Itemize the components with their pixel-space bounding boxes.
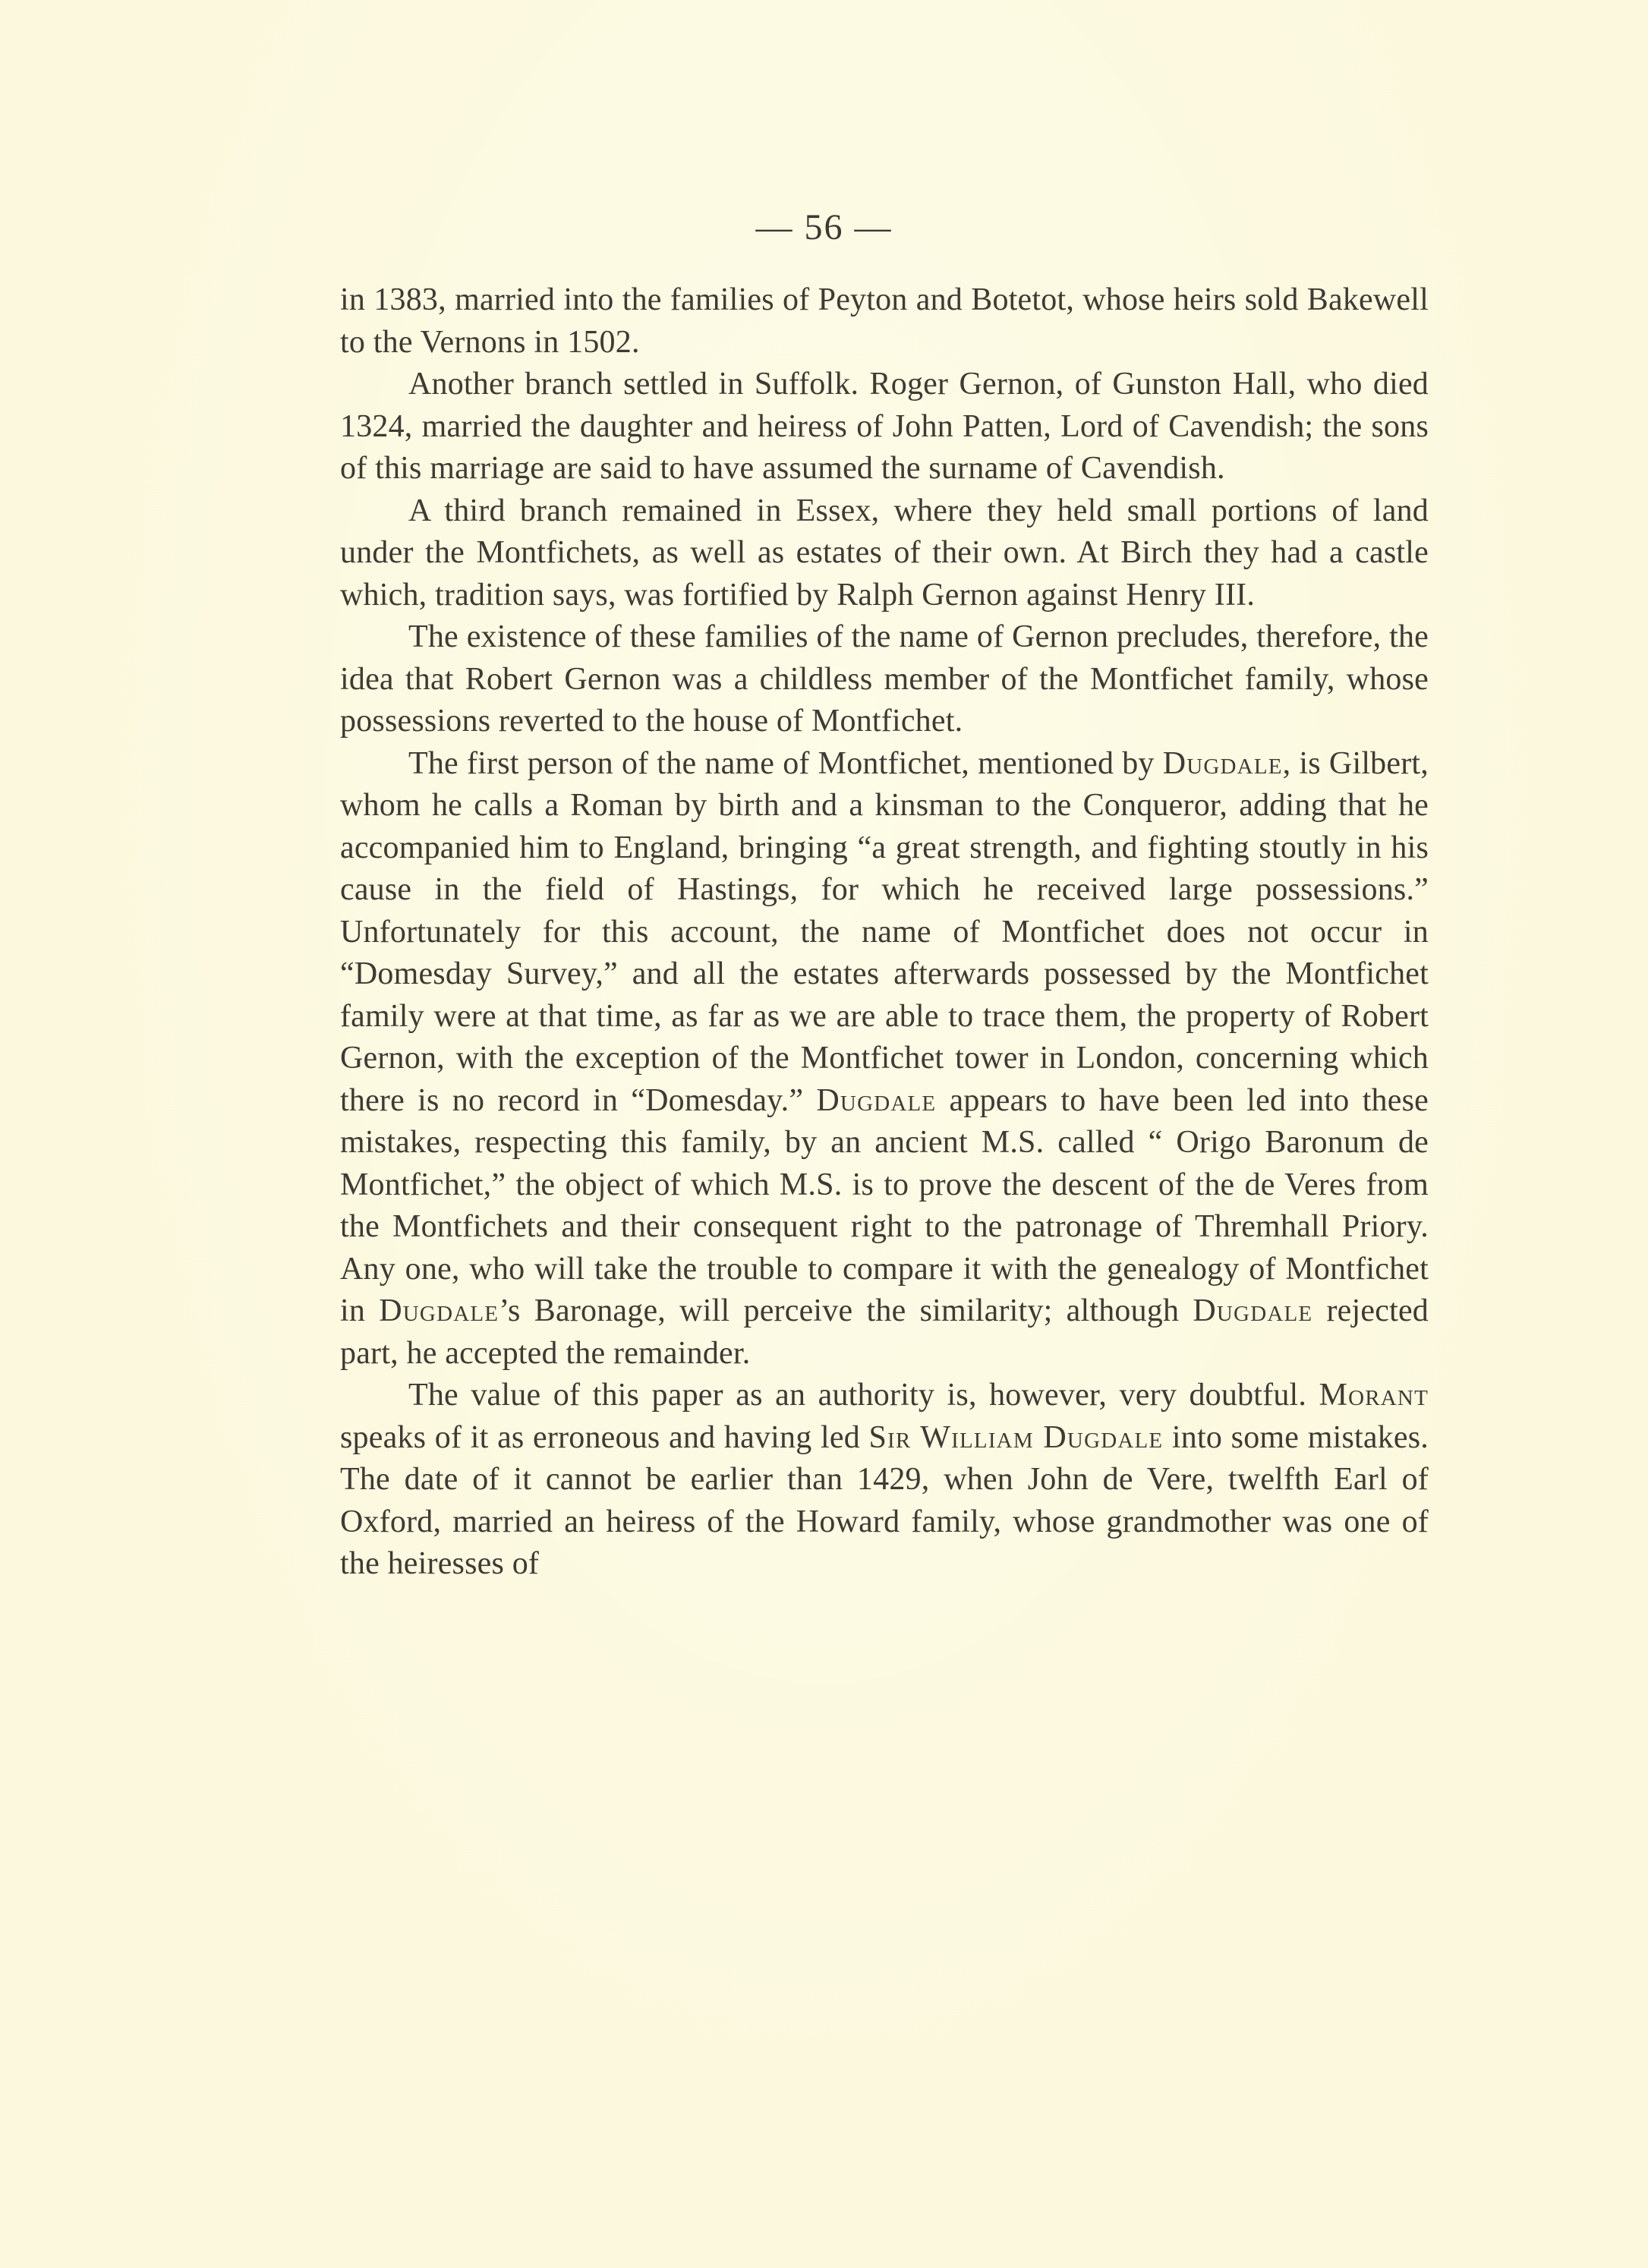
text-segment: The first person of the name of Montfichet, mentioned by (408, 745, 1163, 781)
paragraph-montfichet-origin (340, 743, 1429, 1375)
author-name-dugdale: Dugdale (379, 1293, 499, 1328)
body-text (340, 279, 1429, 1586)
page-number: — 56 — (755, 207, 893, 247)
author-name-dugdale: Dugdale (816, 1082, 937, 1118)
paragraph-gernon-families: The existence of these families of the name of Gernon precludes, therefore, the idea that Robert Gernon was a childless member of the Montfichet family, whose possessions reverted to the house of Montfichet. (340, 619, 1429, 739)
text-segment: appears to have been led into these mistakes, respecting this family, by an ancient M.S. called “ Origo Baronum de Montfichet,” the object of which M.S. is to prove the descent of the de Veres from the Montfichets and their consequent right to the patronage of Thremhall Priory. Any one, who will take the trouble to compare it with the genealogy of Montfichet in (340, 1082, 1429, 1328)
author-name-dugdale: Dugdale (1162, 745, 1283, 781)
paragraph-essex-branch: A third branch remained in Essex, where they held small portions of land under the Montfichets, as well as estates of their own. At Birch they had a castle which, tradition says, was fortified by Ralph Gernon against Henry III. (340, 493, 1429, 613)
text-segment: The value of this paper as an authority is, however, very doubtful. (408, 1378, 1319, 1413)
author-name-morant: Morant (1319, 1378, 1429, 1413)
text-segment: into some mistakes. The date of it cannot be earlier than 1429, when John de Vere, twelfth Earl of Oxford, married an heiress of the Howard family, whose grandmother was one of the heiresses of (340, 1419, 1429, 1581)
paragraph-suffolk-branch: Another branch settled in Suffolk. Roger Gernon, of Gunston Hall, who died 1324, married the daughter and heiress of John Patten, Lord of Cavendish; the sons of this marriage are said to have assumed the surname of Cavendish. (340, 367, 1429, 486)
author-name-sir-william-dugdale: Sir William Dugdale (868, 1419, 1164, 1455)
paragraph-paper-value (340, 1375, 1429, 1586)
author-name-dugdale: Dugdale (1193, 1293, 1313, 1328)
text-segment: speaks of it as erroneous and having led (340, 1419, 869, 1455)
paragraph-continuation: in 1383, married into the families of Peyton and Botetot, whose heirs sold Bakewell to the Vernons in 1502. (340, 282, 1429, 360)
text-segment: , is Gilbert, whom he calls a Roman by birth and a kinsman to the Conqueror, adding that he accompanied him to England, bringing “a great strength, and fighting stoutly in his cause in the field of Hastings, for which he received large possessions.” Unfortunately for this account, the name of Montfichet does not occur in “Domesday Survey,” and all the estates afterwards possessed by the Montfichet family were at that time, as far as we are able to trace them, the property of Robert Gernon, with the exception of the Montfichet tower in London, concerning which there is no record in “Domesday.” (340, 745, 1429, 1118)
text-segment: ’s Baronage, will perceive the similarity; although (499, 1293, 1193, 1328)
text-segment: rejected part, he accepted the remainder. (340, 1293, 1429, 1371)
